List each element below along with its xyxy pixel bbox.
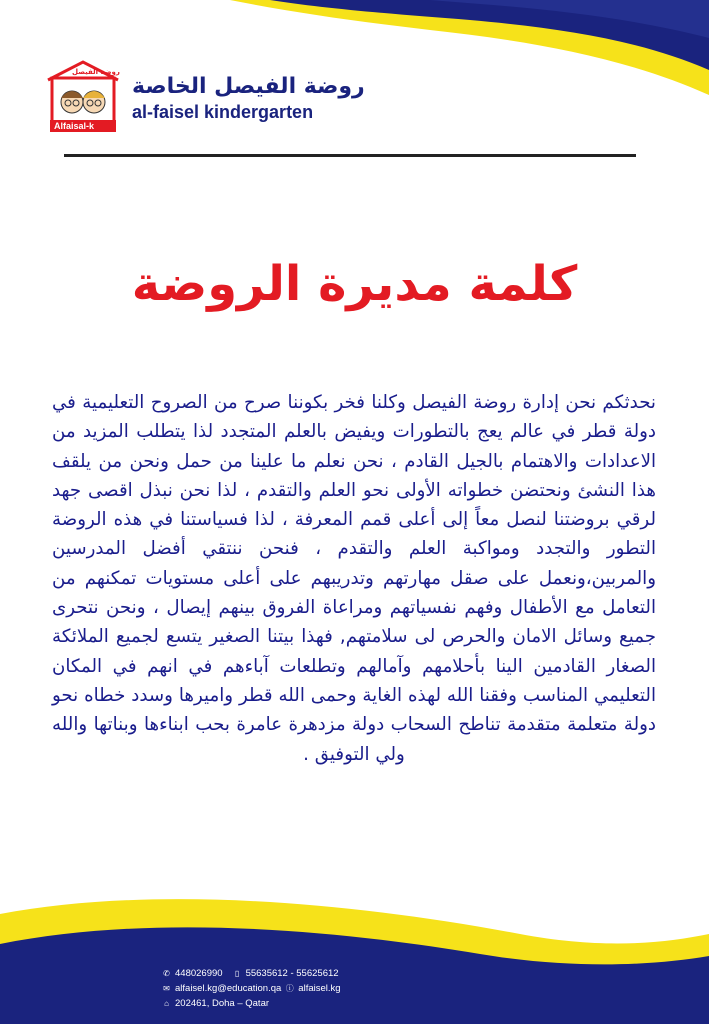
contact-row-address bbox=[162, 996, 341, 1011]
principal-message: نحدثكم نحن إدارة روضة الفيصل وكلنا فخر بكوننا صرح من الصروح التعليمية في دولة قطر في عالم يعج بالتطورات ويفيض بالعلم المتجدد لذا يتطلب المزيد من الاعدادات والاهتمام بالجيل القادم ، نحن نعلم ما علينا من حمل ونحن من يلقف هذا النشئ ونحتضن خطواته الأولى نحو العلم والتقدم ، لذا نحن نبذل اقصى جهد لرقي بروضتنا لنصل معاً إلى أعلى قمم المعرفة ، لذا فسياستنا في هذه الروضة التطور والتجدد ومواكبة العلم والتقدم ، فنحن ننتقي أفضل المدرسين والمربين،ونعمل على صقل مهارتهم وتدريبهم على أعلى مستويات تمكنهم من التعامل مع الأطفال وفهم نفسياتهم ومراعاة الفروق بينهم إيصال ، ونحن نتحرى جميع وسائل الامان والحرص لى سلامتهم, فهذا بيتنا الصغير يتسع لجميع الملائكة الصغار القادمين الينا بأحلامهم وآمالهم وتطلعات آباءهم في انهم في المكان التعليمي المناسب وفقنا الله لهذه الغاية وحمى الله قطر واميرها وسدد خطاه نحو دولة متعلمة متقدمة تناطح السحاب دولة مزدهرة عامرة بحب ابناءها وبناتها والله ولي التوفيق . bbox=[52, 392, 656, 765]
phone-number[interactable]: 448026990 bbox=[175, 968, 223, 979]
brand-block bbox=[132, 73, 365, 123]
logo-text-bottom: Alfaisal-k bbox=[54, 121, 95, 131]
header-divider bbox=[64, 154, 636, 157]
brand-name-english: al-faisel kindergarten bbox=[132, 102, 314, 122]
location-icon: ⌂ bbox=[164, 999, 169, 1008]
social-handle[interactable]: alfaisel.kg bbox=[298, 983, 341, 994]
bottom-wave-decoration bbox=[0, 894, 709, 1024]
mobile-numbers[interactable]: 55635612 - 55625612 bbox=[245, 968, 339, 979]
brand-name-arabic: روضة الفيصل الخاصة bbox=[132, 74, 365, 99]
phone-icon: ✆ bbox=[163, 969, 170, 978]
email-address[interactable]: alfaisel.kg@education.qa bbox=[175, 983, 282, 994]
contact-row-email bbox=[162, 981, 341, 996]
mobile-icon: ▯ bbox=[234, 969, 240, 978]
page-title: كلمة مديرة الروضة bbox=[131, 256, 578, 312]
social-icons: ⓘ bbox=[285, 984, 294, 993]
kindergarten-logo bbox=[44, 58, 122, 138]
contact-row-phones bbox=[162, 966, 341, 981]
address: 202461, Doha – Qatar bbox=[175, 998, 270, 1009]
header bbox=[44, 58, 365, 138]
logo-text-top: روضة الفيصل bbox=[72, 68, 120, 76]
email-icon: ✉ bbox=[163, 984, 170, 993]
contact-info bbox=[162, 966, 341, 1011]
